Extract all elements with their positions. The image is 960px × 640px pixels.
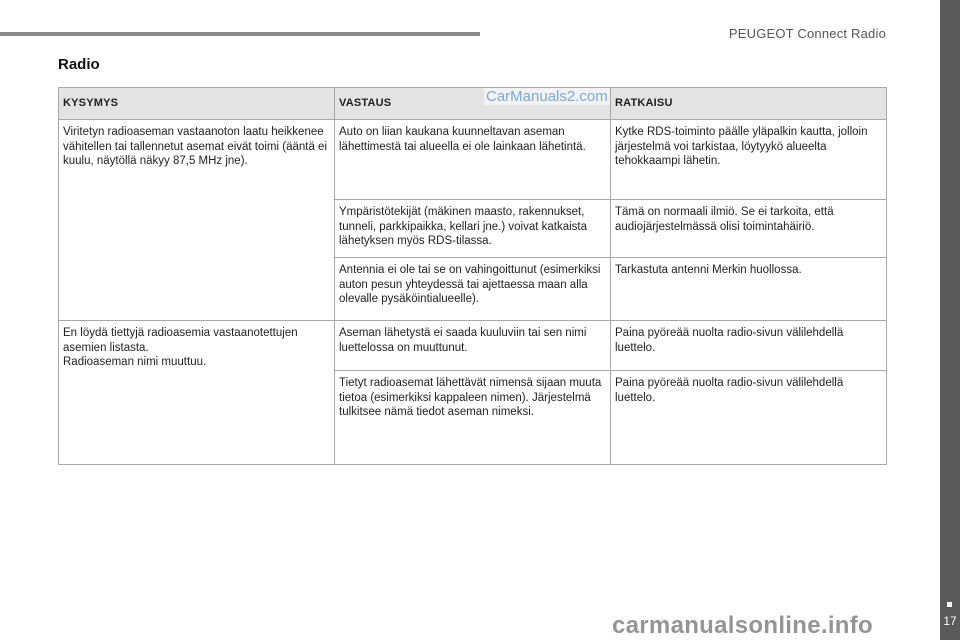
page-number: 17 — [943, 614, 957, 628]
section-title: Radio — [58, 56, 100, 73]
solution-cell: Tämä on normaali ilmiö. Se ei tarkoita, että audiojärjestelmässä olisi toimintahäiriö. — [611, 200, 887, 258]
table-row — [59, 321, 887, 371]
watermark-top: CarManuals2.com — [486, 88, 608, 105]
question-line: En löydä tiettyjä radioasemia vastaanotettujen asemien listasta. Radioaseman nimi muuttuu. — [63, 327, 298, 368]
solution-cell: Paina pyöreää nuolta radio-sivun välilehdellä luettelo. — [611, 371, 887, 465]
watermark-bottom: carmanualsonline.info — [612, 612, 874, 639]
page-bullet-icon — [947, 602, 952, 607]
solution-cell: Tarkastuta antenni Merkin huollossa. — [611, 258, 887, 321]
faq-table — [58, 87, 887, 465]
solution-cell: Kytke RDS-toiminto päälle yläpalkin kautta, jolloin järjestelmä voi tarkistaa, löytyykö alueelta tehokkaampi lähetin. — [611, 120, 887, 200]
side-bar — [940, 0, 960, 640]
header-title: PEUGEOT Connect Radio — [728, 26, 886, 41]
top-rule-divider — [0, 32, 480, 36]
question-cell: Viritetyn radioaseman vastaanoton laatu heikkenee vähitellen tai tallennetut asemat eivät toimi (ääntä ei kuulu, näytöllä näkyy 87,5 MHz jne). — [59, 120, 335, 321]
column-header-solution: RATKAISU — [611, 88, 887, 120]
solution-cell: Paina pyöreää nuolta radio-sivun välilehdellä luettelo. — [611, 321, 887, 371]
answer-cell: Ympäristötekijät (mäkinen maasto, rakennukset, tunneli, parkkipaikka, kellari jne.) voivat katkaista lähetyksen myös RDS-tilassa. — [335, 200, 611, 258]
answer-cell: Antennia ei ole tai se on vahingoittunut (esimerkiksi auton pesun yhteydessä tai ajettaessa maan alla olevalle pysäköintialueelle). — [335, 258, 611, 321]
answer-cell: Aseman lähetystä ei saada kuuluviin tai sen nimi luettelossa on muuttunut. — [335, 321, 611, 371]
question-cell — [59, 321, 335, 465]
column-header-question: KYSYMYS — [59, 88, 335, 120]
table-header-row — [59, 88, 887, 120]
answer-cell: Tietyt radioasemat lähettävät nimensä sijaan muuta tietoa (esimerkiksi kappaleen nimen). Järjestelmä tulkitsee nämä tiedot aseman nimeksi. — [335, 371, 611, 465]
column-header-answer: VASTAUS — [335, 88, 611, 120]
answer-cell: Auto on liian kaukana kuunneltavan aseman lähettimestä tai alueella ei ole lainkaan lähetintä. — [335, 120, 611, 200]
table-row — [59, 120, 887, 200]
